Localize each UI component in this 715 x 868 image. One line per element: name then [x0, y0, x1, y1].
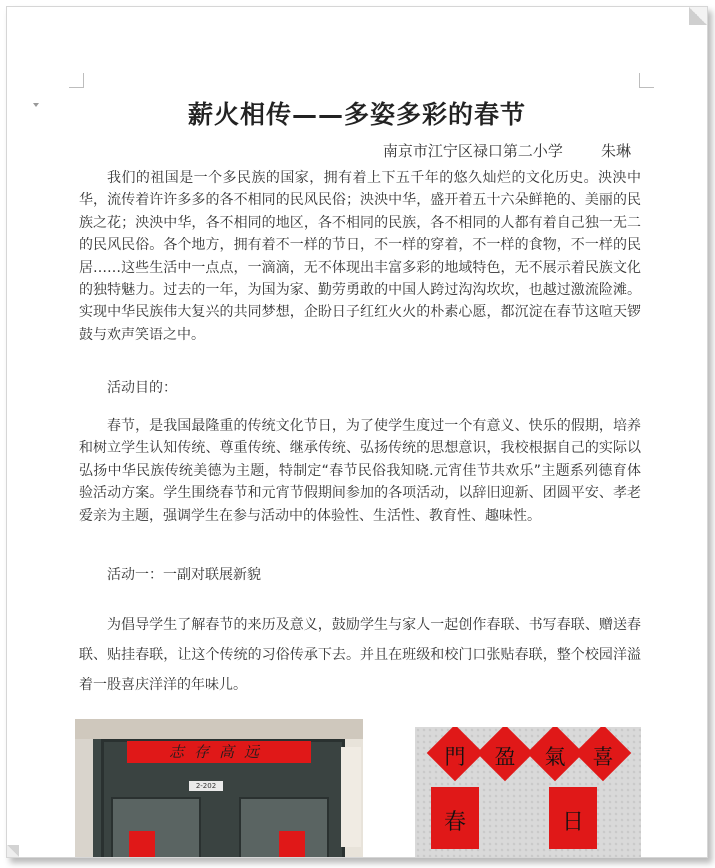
door-window	[111, 797, 201, 858]
card-character: 盈	[494, 745, 516, 769]
card-character: 春	[443, 810, 466, 835]
page-curl	[7, 845, 19, 857]
page-curl	[689, 7, 707, 25]
photo-wall	[75, 719, 363, 739]
couplet-cards-photo	[415, 727, 641, 857]
classroom-door-photo	[75, 719, 363, 858]
card-character: 喜	[592, 745, 614, 769]
card-character: 門	[444, 745, 466, 769]
card-character: 日	[561, 810, 584, 835]
room-number-plate: 2-202	[189, 781, 223, 791]
author-byline: 南京市江宁区禄口第二小学 朱琳	[382, 142, 631, 160]
margin-corner-mark	[69, 73, 84, 88]
page-title: 薪火相传——多姿多彩的春节	[187, 100, 526, 129]
purpose-paragraph: 春节，是我国最隆重的传统文化节日，为了使学生度过一个有意义、快乐的假期，培养和树立学生认知传统、尊重传统、继承传统、弘扬传统的思想意识，我校根据自己的实际以弘扬中华民族传统美德为主题，特制定“春节民俗我知晓.元宵佳节共欢乐”主题系列德育体验活动方案。学生围绕春节和元宵节假期间参加的各项活动，以辞旧迎新、团圆平安、孝老爱亲为主题，强调学生在参与活动中的体验性、生活性、教育性、趣味性。	[79, 418, 641, 524]
card-character: 氣	[544, 745, 566, 769]
activity-one-heading: 活动一：一副对联展新貌	[107, 567, 261, 583]
couplet-banner: 志存高远	[127, 741, 311, 763]
diamond-cards-row	[431, 733, 625, 775]
margin-corner-mark	[639, 73, 654, 88]
document-page	[6, 6, 708, 858]
couplet-scroll	[279, 831, 305, 858]
activity-one-paragraph: 为倡导学生了解春节的来历及意义，鼓励学生与家人一起创作春联、书写春联、赠送春联、贴挂春联，让这个传统的习俗传承下去。并且在班级和校门口张贴春联，整个校园洋溢着一股喜庆洋洋的年味儿。	[79, 617, 641, 693]
purpose-heading: 活动目的：	[107, 380, 177, 396]
intro-paragraph: 我们的祖国是一个多民族的国家，拥有着上下五千年的悠久灿烂的文化历史。泱泱中华，流传着许许多多的各不相同的民风民俗；泱泱中华，盛开着五十六朵鲜艳的、美丽的民族之花；泱泱中华，各不相同的地区，各不相同的民族，各不相同的人都有着自己独一无二的民风民俗。各个地方，拥有着不一样的节日，不一样的穿着，不一样的食物，不一样的民居……这些生活中一点点，一滴滴，无不体现出丰富多彩的地域特色，无不展示着民族文化的独特魅力。过去的一年，为国为家、勤劳勇敢的中国人跨过沟沟坎坎，也越过激流险滩。实现中华民族伟大复兴的共同梦想，企盼日子红红火火的朴素心愿，都沉淀在春节这喧天锣鼓与欢声笑语之中。	[79, 170, 641, 343]
couplet-scroll	[129, 831, 155, 858]
photo-side-wall	[341, 747, 361, 847]
